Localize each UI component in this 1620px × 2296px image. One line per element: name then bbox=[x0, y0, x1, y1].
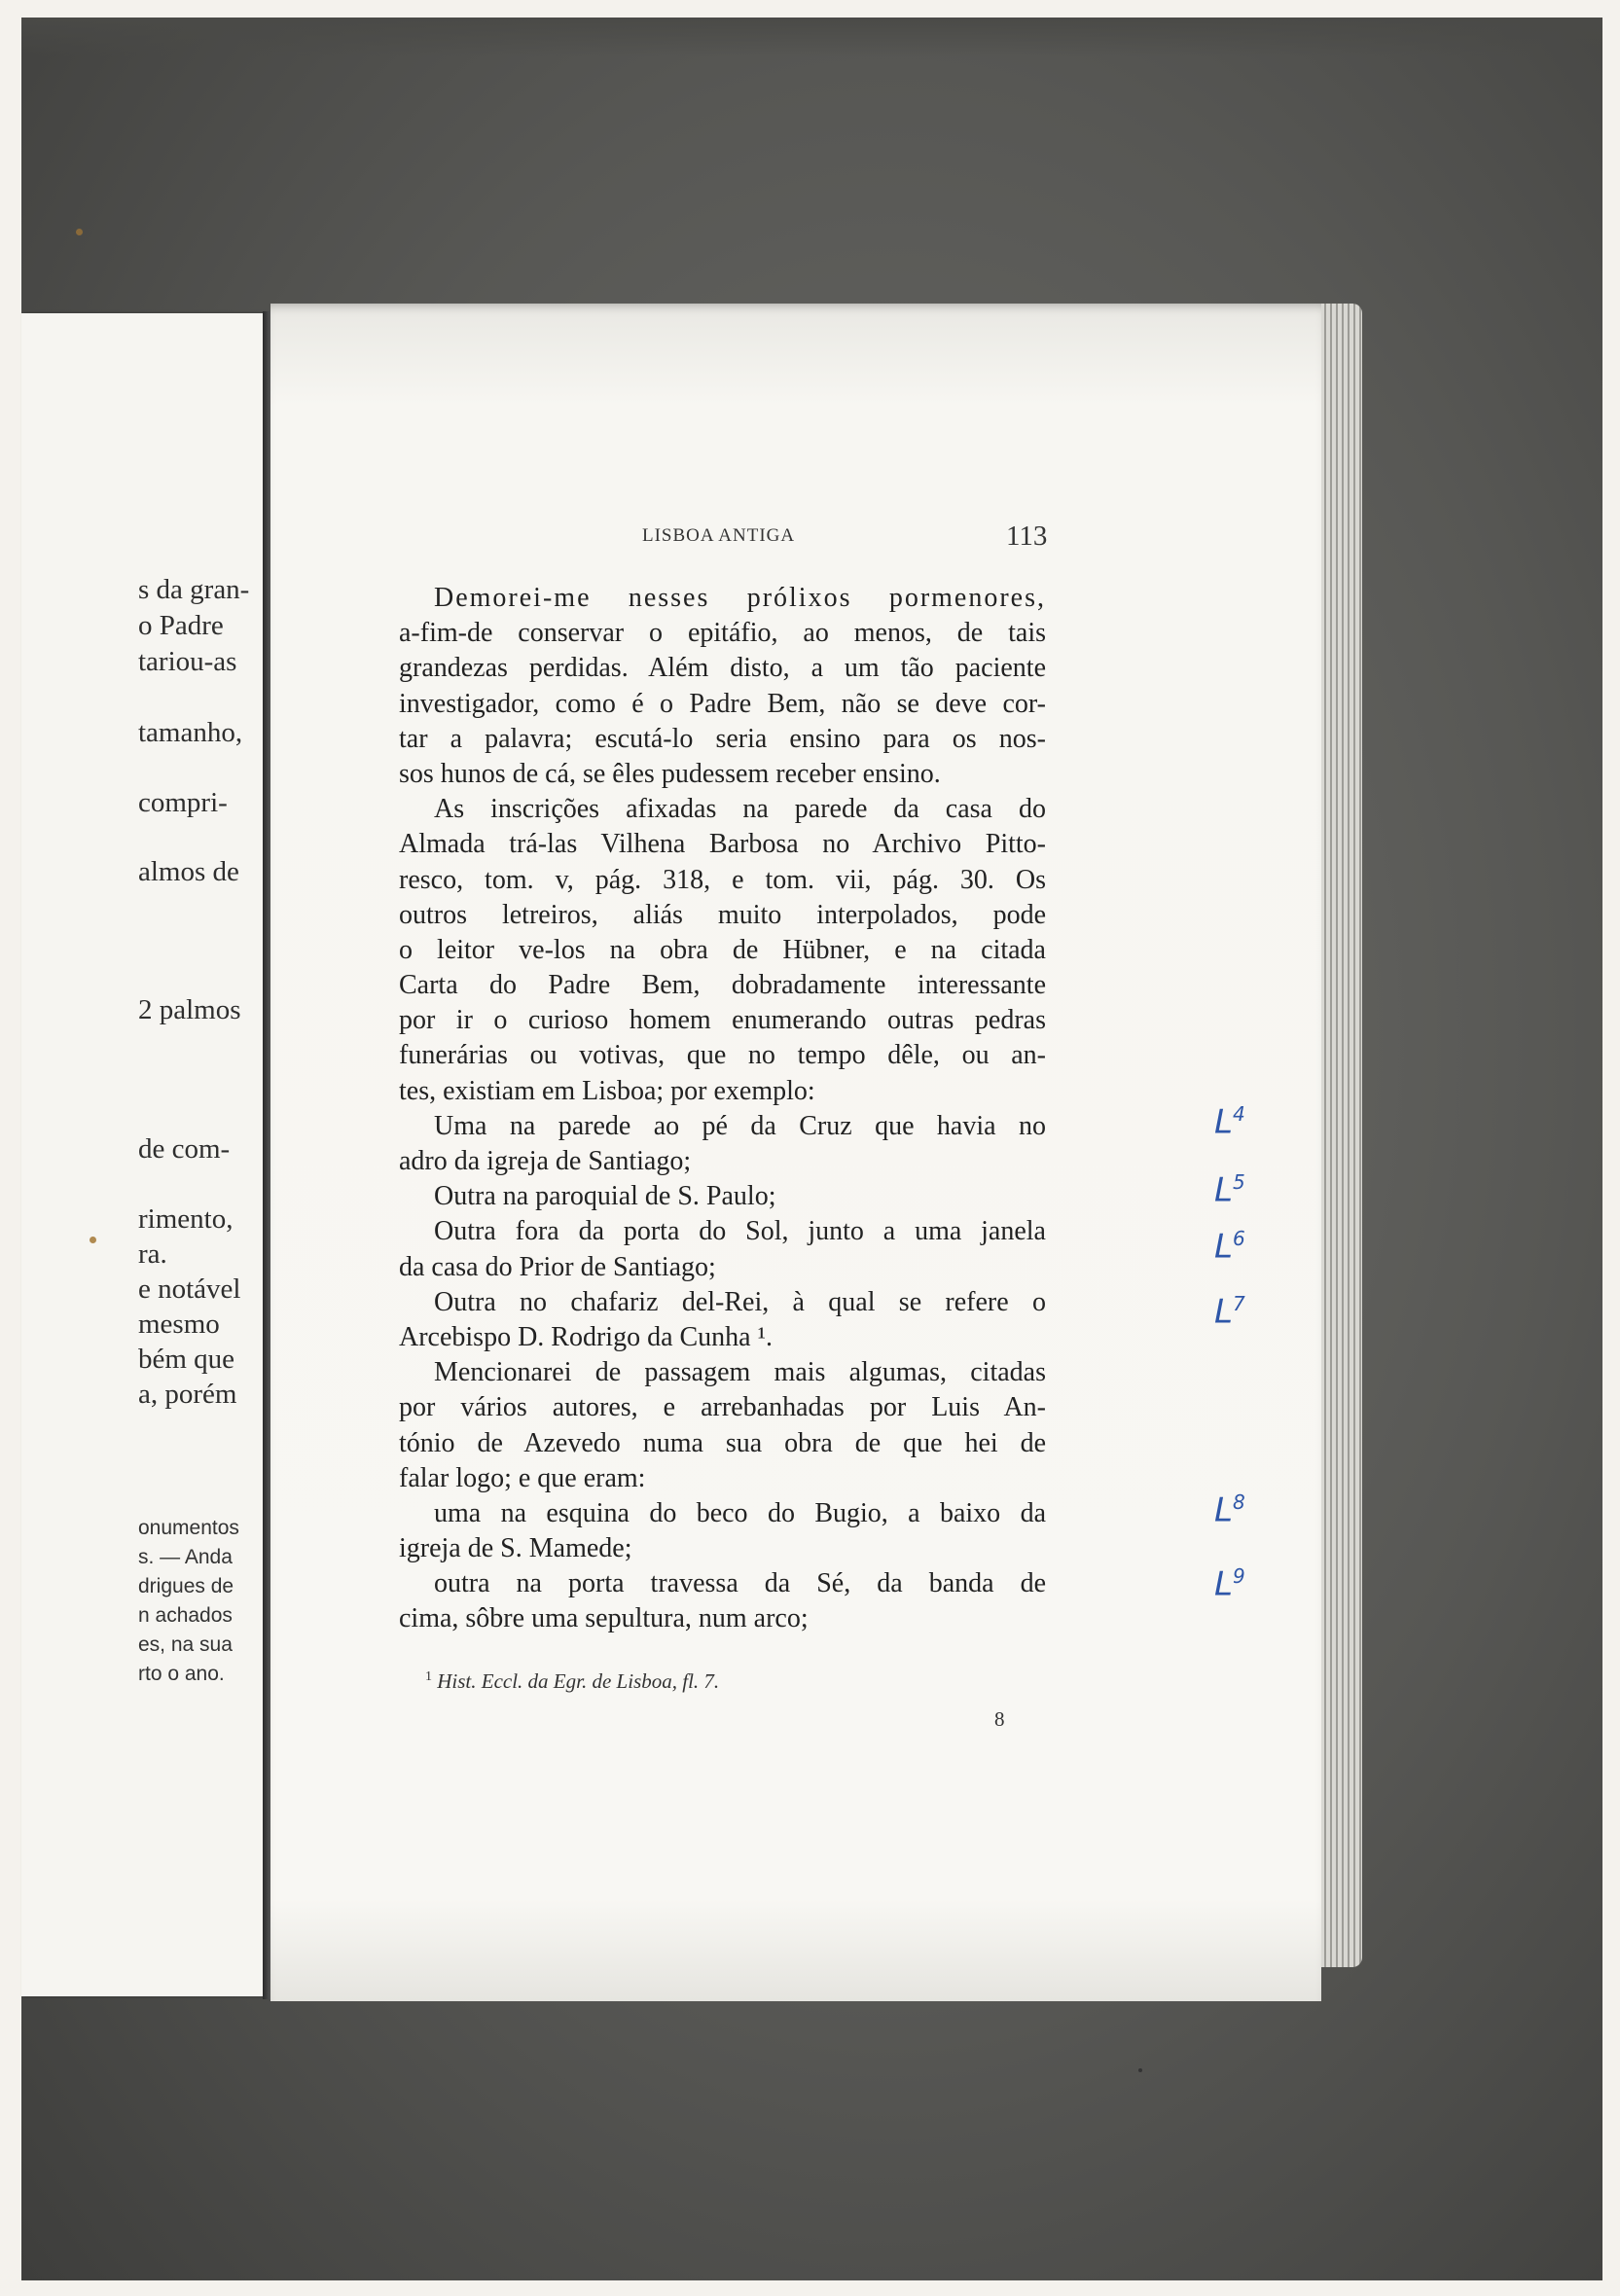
left-page-line: o Padre bbox=[138, 610, 224, 641]
left-page-footnote-line: n achados bbox=[138, 1604, 233, 1627]
running-head: LISBOA ANTIGA bbox=[642, 525, 796, 546]
left-page-line: compri- bbox=[138, 787, 228, 818]
text-line: tar a palavra; escutá-lo seria ensino para os nos- bbox=[399, 723, 1046, 754]
photocopy-speck bbox=[1138, 2068, 1142, 2072]
text-line: outra na porta travessa da Sé, da banda de bbox=[434, 1568, 1046, 1599]
photocopy-speck bbox=[76, 229, 83, 235]
text-line: cima, sôbre uma sepultura, num arco; bbox=[399, 1603, 809, 1634]
text-line: grandezas perdidas. Além disto, a um tão paciente bbox=[399, 653, 1046, 684]
left-page-line: s da gran- bbox=[138, 574, 250, 605]
margin-annotation: $L^4$ bbox=[1214, 1102, 1245, 1142]
margin-annotation: $L^6$ bbox=[1214, 1227, 1245, 1267]
margin-annotation: $L^8$ bbox=[1214, 1490, 1245, 1530]
text-line: uma na esquina do beco do Bugio, a baixo da bbox=[434, 1497, 1046, 1528]
photocopy-top-shadow bbox=[21, 18, 1602, 56]
left-page-line: tamanho, bbox=[138, 717, 243, 748]
text-line: Carta do Padre Bem, dobradamente interessante bbox=[399, 970, 1046, 1001]
text-line: resco, tom. v, pág. 318, e tom. vii, pág. 30. Os bbox=[399, 864, 1046, 895]
text-line: As inscrições afixadas na parede da casa do bbox=[434, 794, 1046, 825]
margin-annotation: $L^9$ bbox=[1214, 1564, 1245, 1604]
text-line: Almada trá-las Vilhena Barbosa no Archivo Pitto- bbox=[399, 829, 1046, 860]
text-line: Outra na paroquial de S. Paulo; bbox=[434, 1181, 776, 1212]
left-page-line: e notável bbox=[138, 1274, 241, 1305]
text-line: Mencionarei de passagem mais algumas, citadas bbox=[434, 1357, 1046, 1388]
margin-annotation: $L^5$ bbox=[1214, 1170, 1245, 1210]
body-text bbox=[399, 581, 1046, 1637]
left-page-line: ra. bbox=[138, 1238, 167, 1270]
text-line: o leitor ve-los na obra de Hübner, e na citada bbox=[399, 934, 1046, 965]
text-line: investigador, como é o Padre Bem, não se deve cor- bbox=[399, 688, 1046, 719]
page-number: 113 bbox=[1006, 520, 1048, 552]
text-line: outros letreiros, aliás muito interpolados, pode bbox=[399, 899, 1046, 930]
left-page-line: de com- bbox=[138, 1133, 231, 1165]
text-line: igreja de S. Mamede; bbox=[399, 1533, 632, 1564]
margin-annotation: $L^7$ bbox=[1214, 1292, 1245, 1332]
left-page-line: 2 palmos bbox=[138, 994, 241, 1025]
left-page-line: mesmo bbox=[138, 1309, 220, 1340]
footnote bbox=[425, 1669, 719, 1694]
text-line: da casa do Prior de Santiago; bbox=[399, 1251, 716, 1282]
left-facing-page bbox=[21, 313, 267, 1996]
footnote-mark: 1 bbox=[425, 1669, 432, 1684]
text-line: sos hunos de cá, se êles pudessem receber ensino. bbox=[399, 758, 941, 789]
footnote-text: Hist. Eccl. da Egr. de Lisboa, fl. 7. bbox=[437, 1669, 720, 1693]
left-page-line: bém que bbox=[138, 1344, 235, 1375]
text-line: Uma na parede ao pé da Cruz que havia no bbox=[434, 1110, 1046, 1141]
text-line: tónio de Azevedo numa sua obra de que hei de bbox=[399, 1427, 1046, 1458]
text-line: Outra no chafariz del-Rei, à qual se refere o bbox=[434, 1286, 1046, 1317]
left-page-footnote-line: rto o ano. bbox=[138, 1663, 225, 1685]
left-page-footnote-line: s. — Anda bbox=[138, 1546, 233, 1568]
text-line: por vários autores, e arrebanhadas por Luis An- bbox=[399, 1392, 1046, 1423]
left-page-line: rimento, bbox=[138, 1203, 234, 1235]
left-page-line: almos de bbox=[138, 856, 239, 887]
text-line: adro da igreja de Santiago; bbox=[399, 1146, 692, 1176]
text-line: falar logo; e que eram: bbox=[399, 1462, 646, 1493]
left-page-footnote-line: drigues de bbox=[138, 1575, 234, 1597]
text-line: funerárias ou votivas, que no tempo dêle, ou an- bbox=[399, 1040, 1046, 1071]
text-line: a-fim-de conservar o epitáfio, ao menos, de tais bbox=[399, 618, 1046, 649]
text-line: Arcebispo D. Rodrigo da Cunha ¹. bbox=[399, 1321, 774, 1352]
left-page-footnote-line: es, na sua bbox=[138, 1633, 233, 1656]
text-line: tes, existiam em Lisboa; por exemplo: bbox=[399, 1075, 815, 1106]
text-line: Demorei-me nesses prólixos pormenores, bbox=[434, 583, 1046, 613]
signature-mark: 8 bbox=[994, 1707, 1005, 1731]
text-line: por ir o curioso homem enumerando outras pedras bbox=[399, 1005, 1046, 1036]
left-page-line: tariou-as bbox=[138, 646, 237, 677]
left-page-line: a, porém bbox=[138, 1379, 237, 1410]
left-page-footnote-line: onumentos bbox=[138, 1517, 239, 1539]
text-line: Outra fora da porta do Sol, junto a uma janela bbox=[434, 1216, 1046, 1247]
photocopy-speck bbox=[90, 1237, 96, 1243]
